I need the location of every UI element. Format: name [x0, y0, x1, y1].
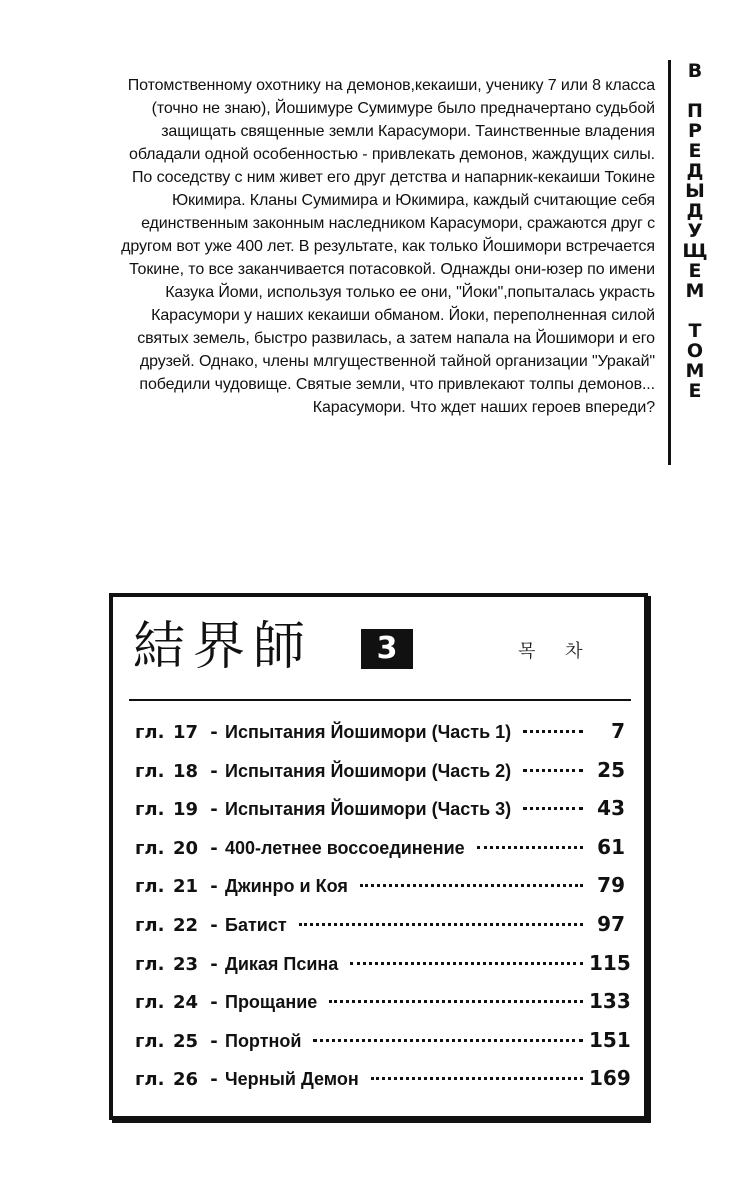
chapter-dash: -: [210, 837, 218, 859]
summary-line: обладали одной особенностью - привлекать демонов, жаждущих силы.: [129, 146, 655, 163]
dot-leader: [299, 923, 583, 926]
page-number: 7: [611, 719, 625, 743]
chapter-number: 20: [173, 837, 199, 859]
chapter-number: 17: [173, 722, 199, 743]
side-label-letter: Р: [688, 120, 702, 142]
side-label-letter: М: [685, 280, 705, 302]
chapter-title: Джинро и Коя: [225, 876, 348, 897]
chapter-number: 22: [173, 914, 199, 936]
dot-leader: [329, 1000, 583, 1003]
toc-entry: [135, 1027, 631, 1067]
chapter-number: 24: [173, 992, 199, 1014]
side-label-previous-volume: [676, 62, 714, 402]
side-label-letter: Е: [688, 260, 702, 282]
chapter-prefix: гл.: [135, 760, 165, 782]
chapter-prefix: гл.: [135, 914, 165, 936]
summary-line: святых земель, быстро развилась, а затем напала на Йошимори и его: [137, 330, 655, 347]
summary-line: По соседству с ним живет его друг детства и напарник-кекаиши Токине: [132, 169, 655, 186]
volume-badge: 3: [361, 629, 413, 669]
side-label-letter: Д: [686, 200, 704, 222]
chapter-title: Испытания Йошимори (Часть 1): [225, 722, 512, 742]
side-label-letter: Д: [686, 160, 704, 182]
side-divider: [668, 60, 671, 465]
side-label-letter: Ы: [685, 180, 705, 202]
side-label-letter: М: [685, 360, 705, 382]
chapter-prefix: гл.: [135, 1069, 165, 1091]
dot-leader: [523, 807, 583, 810]
chapter-title: 400-летнее воссоединение: [225, 837, 465, 858]
chapter-dash: -: [210, 1069, 218, 1091]
series-title: 結界師: [133, 617, 314, 677]
chapter-number: 21: [173, 876, 199, 898]
chapter-title: Портной: [225, 1030, 302, 1051]
chapter-dash: -: [210, 953, 218, 975]
side-label-gap: [676, 82, 714, 102]
side-label-letter: У: [687, 220, 703, 242]
side-label-letter: Е: [688, 140, 702, 162]
page-number: 97: [597, 911, 625, 936]
chapter-number: 23: [173, 953, 199, 975]
page-number: 43: [597, 796, 625, 821]
dot-leader: [360, 884, 583, 887]
table-of-contents: [109, 593, 648, 1120]
chapter-title: Прощание: [225, 992, 318, 1013]
toc-entry: [135, 758, 625, 797]
chapter-number: 26: [173, 1069, 199, 1091]
title-divider: [129, 699, 631, 701]
toc-entry: [135, 989, 631, 1028]
chapter-number: 19: [173, 799, 199, 821]
summary-line: друзей. Однако, члены млгущественной тайной организации "Уракай": [139, 353, 655, 370]
chapter-prefix: гл.: [135, 953, 165, 975]
toc-entry: [135, 796, 625, 835]
summary-line: Юкимира. Кланы Сумимира и Юкимира, каждый считающие себя: [171, 192, 655, 209]
dot-leader: [350, 962, 583, 965]
side-label-letter: П: [687, 100, 703, 122]
page-number: 25: [597, 757, 625, 782]
summary-line: единственным законным наследником Карасумори, сражаются друг с: [141, 215, 655, 232]
chapter-list: [135, 719, 631, 1105]
chapter-dash: -: [210, 992, 218, 1014]
chapter-number: 25: [173, 1030, 199, 1052]
side-label-letter: Е: [688, 380, 702, 402]
chapter-prefix: гл.: [135, 876, 165, 898]
summary-line: (точно не знаю), Йошимуре Сумимуре было предначертано судьбой: [151, 100, 655, 117]
summary-line: Карасумори. Что ждет наших героев впереди?: [312, 399, 655, 416]
summary-line: другом вот уже 400 лет. В результате, как только Йошимори встречается: [121, 238, 655, 255]
chapter-title: Батист: [225, 914, 287, 935]
page-number: 133: [589, 989, 631, 1014]
chapter-dash: -: [210, 876, 218, 898]
chapter-dash: -: [210, 799, 218, 821]
dot-leader: [523, 730, 583, 733]
toc-entry: [135, 912, 625, 951]
previous-volume-summary: [40, 74, 655, 419]
dot-leader: [313, 1039, 583, 1042]
chapter-dash: -: [210, 760, 218, 782]
chapter-title: Испытания Йошимори (Часть 2): [225, 760, 512, 781]
chapter-number: 18: [173, 760, 199, 782]
dot-leader: [477, 846, 583, 849]
chapter-title: Черный Демон: [225, 1069, 359, 1090]
toc-entry: [135, 1066, 631, 1105]
side-label-letter: В: [687, 60, 703, 82]
page-number: 61: [597, 834, 625, 859]
side-label-letter: О: [686, 340, 704, 362]
chapter-title: Испытания Йошимори (Часть 3): [225, 799, 512, 820]
summary-line: победили чудовище. Святые земли, что привлекают толпы демонов...: [139, 376, 655, 393]
toc-entry: [135, 835, 625, 874]
side-label-letter: Т: [688, 320, 702, 342]
chapter-prefix: гл.: [135, 837, 165, 859]
chapter-dash: -: [210, 722, 218, 743]
page-number: 169: [589, 1066, 631, 1091]
page-number: 151: [589, 1027, 631, 1052]
summary-line: защищать священные земли Карасумори. Таинственные владения: [161, 123, 655, 140]
summary-line: Потомственному охотнику на демонов,кекаиши, ученику 7 или 8 класса: [127, 77, 655, 94]
toc-entry: [135, 950, 631, 990]
summary-line: Карасумори у наших кекаиши обманом. Йоки, переполненная силой: [151, 307, 655, 324]
summary-line: Токине, то все заканчивается потасовкой. Однажды они-юзер по имени: [129, 261, 655, 278]
dot-leader: [371, 1077, 583, 1080]
page-number: 115: [589, 950, 631, 975]
chapter-title: Дикая Псина: [225, 953, 339, 974]
chapter-prefix: гл.: [135, 722, 165, 743]
side-label-gap: [676, 302, 714, 322]
chapter-prefix: гл.: [135, 1030, 165, 1052]
toc-entry: [135, 873, 625, 912]
contents-label: 목 차: [518, 641, 595, 662]
chapter-dash: -: [210, 1030, 218, 1052]
toc-entry: [135, 719, 625, 758]
dot-leader: [523, 769, 583, 772]
chapter-dash: -: [210, 914, 218, 936]
chapter-prefix: гл.: [135, 799, 165, 821]
side-label-letter: Щ: [682, 240, 708, 262]
page-number: 79: [597, 873, 625, 898]
summary-line: Казука Йоми, используя только ее они, "Йоки",попыталась украсть: [165, 284, 655, 301]
chapter-prefix: гл.: [135, 992, 165, 1014]
